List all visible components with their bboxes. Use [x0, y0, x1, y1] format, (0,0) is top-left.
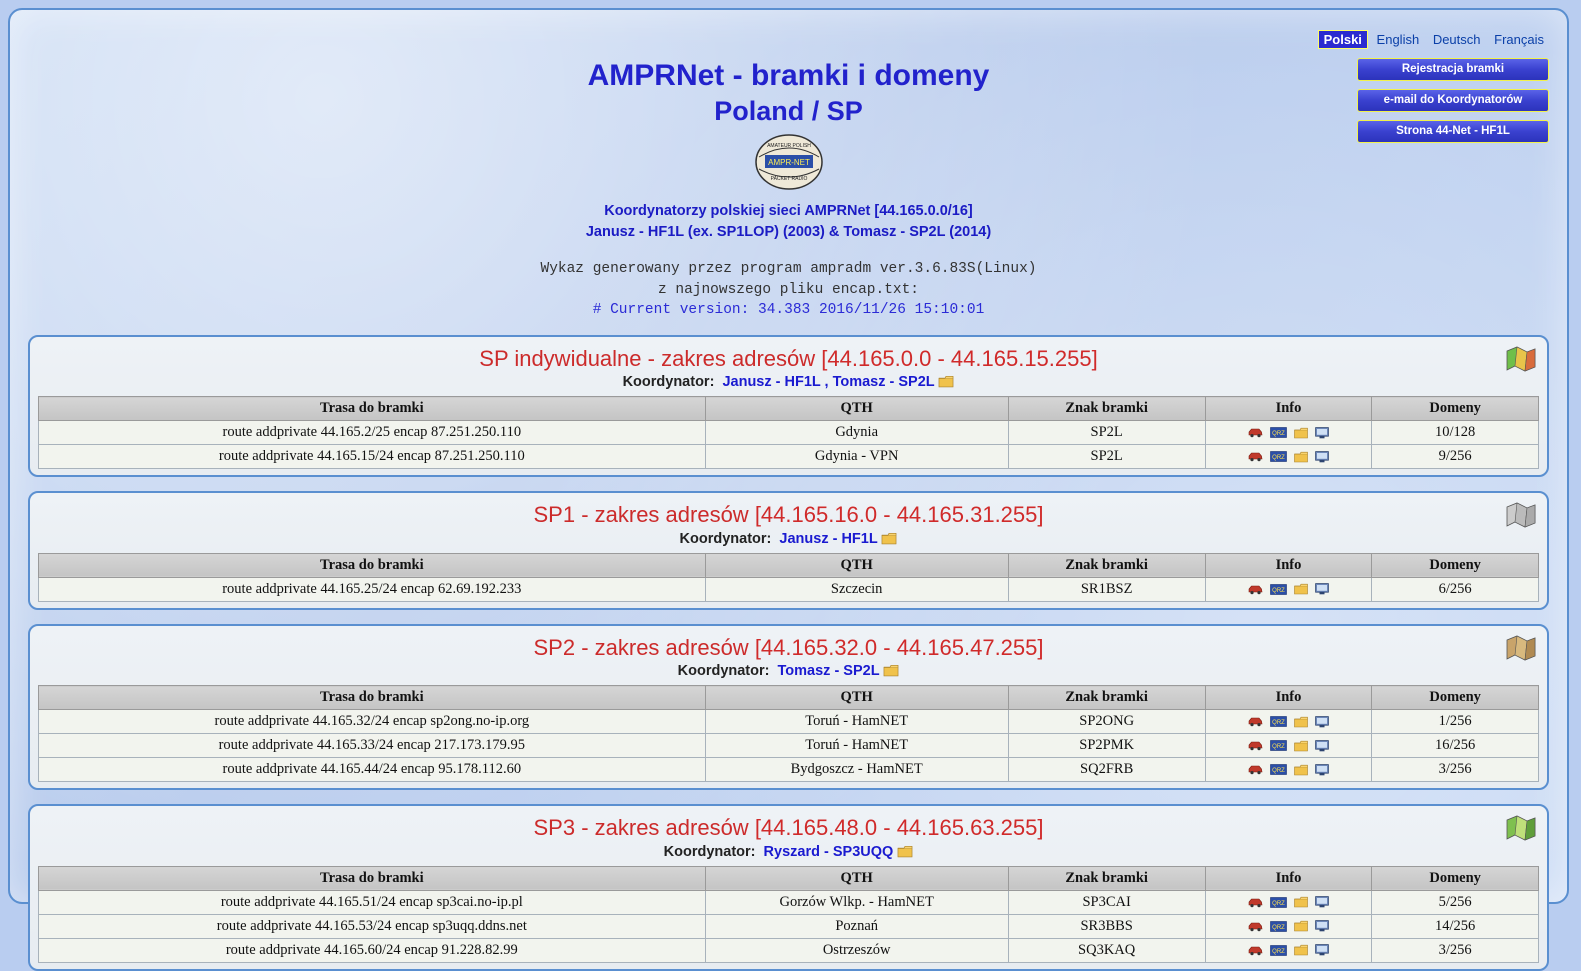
- route-cell: route addprivate 44.165.2/25 encap 87.251.250.110: [39, 421, 706, 445]
- qrz-icon[interactable]: [1270, 897, 1287, 908]
- 44net-page-button[interactable]: Strona 44-Net - HF1L: [1357, 120, 1549, 143]
- note-icon[interactable]: [1294, 451, 1308, 463]
- section-title: [38, 345, 1539, 373]
- coordinators-line-1: Koordynatorzy polskiej sieci AMPRNet [44.165.0.0/16]: [604, 202, 973, 219]
- note-icon[interactable]: [883, 663, 899, 679]
- table-row: [39, 421, 1539, 445]
- region-map-icon: [1505, 345, 1537, 373]
- info-cell: [1205, 421, 1372, 445]
- svg-text:QRZ: QRZ: [1272, 924, 1285, 931]
- section-coordinator: [38, 844, 1539, 860]
- section-panel: [28, 804, 1549, 971]
- generator-line-3: # Current version: 34.383 2016/11/26 15:10:01: [592, 302, 985, 319]
- action-buttons: [1357, 58, 1549, 151]
- header-call: Znak bramki: [1008, 553, 1205, 577]
- section-title-text: SP indywidualne - zakres adresów: [479, 345, 822, 371]
- header-call: Znak bramki: [1008, 397, 1205, 421]
- coordinator-label: Koordynator:: [663, 843, 756, 860]
- monitor-icon[interactable]: [1315, 944, 1329, 956]
- note-icon[interactable]: [897, 844, 913, 860]
- info-cell: [1205, 914, 1372, 938]
- table-header-row: [39, 686, 1539, 710]
- page-frame: [8, 8, 1569, 958]
- info-icons: [1210, 920, 1368, 932]
- section-title-text: SP3 - zakres adresów: [533, 815, 755, 841]
- svg-text:AMATEUR POLISH: AMATEUR POLISH: [766, 142, 811, 149]
- gateways-table: [38, 685, 1539, 782]
- domains-cell: 3/256: [1372, 758, 1539, 782]
- page-header: [10, 10, 1567, 321]
- table-row: [39, 577, 1539, 601]
- header-route: Trasa do bramki: [39, 686, 706, 710]
- amprnet-logo: [751, 133, 827, 191]
- qth-cell: Gdynia: [705, 421, 1008, 445]
- register-gateway-button[interactable]: Rejestracja bramki: [1357, 58, 1549, 81]
- lang-francais[interactable]: Français: [1494, 32, 1544, 47]
- section-panel: [28, 624, 1549, 791]
- note-icon[interactable]: [938, 374, 954, 390]
- domains-cell: 5/256: [1372, 890, 1539, 914]
- table-header-row: [39, 397, 1539, 421]
- qrz-icon[interactable]: [1270, 764, 1287, 775]
- info-cell: [1205, 734, 1372, 758]
- section-coordinator: [38, 374, 1539, 390]
- header-route: Trasa do bramki: [39, 553, 706, 577]
- note-icon[interactable]: [881, 531, 897, 547]
- region-map-icon: [1505, 501, 1537, 529]
- callsign-cell: SP3CAI: [1008, 890, 1205, 914]
- note-icon[interactable]: [1294, 427, 1308, 439]
- callsign-cell: SP2ONG: [1008, 710, 1205, 734]
- section-range: [44.165.16.0 - 44.165.31.255]: [754, 502, 1044, 528]
- coordinator-label: Koordynator:: [679, 530, 772, 547]
- info-cell: [1205, 577, 1372, 601]
- info-icons: [1210, 427, 1368, 439]
- monitor-icon[interactable]: [1315, 896, 1329, 908]
- gateways-table: [38, 396, 1539, 469]
- header-info: Info: [1205, 866, 1372, 890]
- callsign-cell: SP2L: [1008, 421, 1205, 445]
- section-title-text: SP1 - zakres adresów: [533, 502, 755, 528]
- language-switcher[interactable]: [1318, 32, 1549, 47]
- section-title: [38, 814, 1539, 842]
- region-map-icon: [1505, 814, 1537, 842]
- note-icon[interactable]: [1294, 920, 1308, 932]
- region-map-icon: [1505, 634, 1537, 662]
- info-icons: [1210, 896, 1368, 908]
- header-route: Trasa do bramki: [39, 866, 706, 890]
- page-subtitle: Poland / SP: [714, 95, 863, 126]
- header-domains: Domeny: [1372, 866, 1539, 890]
- monitor-icon[interactable]: [1315, 716, 1329, 728]
- coordinator-label: Koordynator:: [677, 663, 770, 680]
- section-range: [44.165.48.0 - 44.165.63.255]: [754, 815, 1044, 841]
- car-icon[interactable]: [1248, 921, 1263, 932]
- info-icons: [1210, 451, 1368, 463]
- note-icon[interactable]: [1294, 740, 1308, 752]
- monitor-icon[interactable]: [1315, 764, 1329, 776]
- monitor-icon[interactable]: [1315, 920, 1329, 932]
- car-icon[interactable]: [1248, 740, 1263, 751]
- info-icons: [1210, 944, 1368, 956]
- qrz-icon[interactable]: [1270, 716, 1287, 727]
- table-row: [39, 890, 1539, 914]
- table-body: [39, 577, 1539, 601]
- generator-line-2: z najnowszego pliku encap.txt:: [657, 281, 920, 298]
- table-row: [39, 758, 1539, 782]
- domains-cell: 14/256: [1372, 914, 1539, 938]
- qth-cell: Gdynia - VPN: [705, 445, 1008, 469]
- header-qth: QTH: [705, 866, 1008, 890]
- note-icon[interactable]: [1294, 764, 1308, 776]
- qrz-icon[interactable]: [1270, 921, 1287, 932]
- svg-text:QRZ: QRZ: [1272, 948, 1285, 955]
- header-info: Info: [1205, 553, 1372, 577]
- callsign-cell: SR1BSZ: [1008, 577, 1205, 601]
- svg-text:QRZ: QRZ: [1272, 431, 1285, 438]
- monitor-icon[interactable]: [1315, 451, 1329, 463]
- info-cell: [1205, 938, 1372, 962]
- callsign-cell: SP2PMK: [1008, 734, 1205, 758]
- table-header-row: [39, 553, 1539, 577]
- header-call: Znak bramki: [1008, 686, 1205, 710]
- qth-cell: Bydgoszcz - HamNET: [705, 758, 1008, 782]
- svg-text:QRZ: QRZ: [1272, 455, 1285, 462]
- car-icon[interactable]: [1248, 716, 1263, 727]
- domains-cell: 10/128: [1372, 421, 1539, 445]
- header-qth: QTH: [705, 686, 1008, 710]
- route-cell: route addprivate 44.165.60/24 encap 91.228.82.99: [39, 938, 706, 962]
- info-cell: [1205, 710, 1372, 734]
- qrz-icon[interactable]: [1270, 584, 1287, 595]
- svg-text:AMPR-NET: AMPR-NET: [767, 157, 810, 167]
- monitor-icon[interactable]: [1315, 583, 1329, 595]
- lang-polski[interactable]: Polski: [1318, 30, 1368, 49]
- car-icon[interactable]: [1248, 584, 1263, 595]
- svg-text:QRZ: QRZ: [1272, 900, 1285, 907]
- gateways-table: [38, 866, 1539, 963]
- info-cell: [1205, 758, 1372, 782]
- route-cell: route addprivate 44.165.25/24 encap 62.69.192.233: [39, 577, 706, 601]
- domains-cell: 9/256: [1372, 445, 1539, 469]
- section-title-text: SP2 - zakres adresów: [533, 634, 755, 660]
- coordinator-link[interactable]: Janusz - HF1L: [779, 530, 878, 547]
- info-icons: [1210, 740, 1368, 752]
- route-cell: route addprivate 44.165.15/24 encap 87.251.250.110: [39, 445, 706, 469]
- header-route: Trasa do bramki: [39, 397, 706, 421]
- generator-info: [10, 259, 1567, 321]
- generator-line-1: Wykaz generowany przez program ampradm ver.3.6.83S(Linux): [540, 261, 1037, 278]
- route-cell: route addprivate 44.165.44/24 encap 95.178.112.60: [39, 758, 706, 782]
- qrz-icon[interactable]: [1270, 427, 1287, 438]
- svg-text:QRZ: QRZ: [1272, 720, 1285, 727]
- route-cell: route addprivate 44.165.51/24 encap sp3cai.no-ip.pl: [39, 890, 706, 914]
- header-qth: QTH: [705, 553, 1008, 577]
- callsign-cell: SQ2FRB: [1008, 758, 1205, 782]
- qrz-icon[interactable]: [1270, 451, 1287, 462]
- header-call: Znak bramki: [1008, 866, 1205, 890]
- table-body: [39, 890, 1539, 962]
- car-icon[interactable]: [1248, 764, 1263, 775]
- table-row: [39, 914, 1539, 938]
- sections-container: [10, 335, 1567, 971]
- qth-cell: Toruń - HamNET: [705, 710, 1008, 734]
- svg-text:QRZ: QRZ: [1272, 587, 1285, 594]
- qth-cell: Szczecin: [705, 577, 1008, 601]
- coordinator-link[interactable]: Janusz - HF1L , Tomasz - SP2L: [722, 374, 935, 391]
- note-icon[interactable]: [1294, 896, 1308, 908]
- car-icon[interactable]: [1248, 427, 1263, 438]
- table-row: [39, 938, 1539, 962]
- coordinator-label: Koordynator:: [622, 374, 715, 391]
- section-panel: [28, 491, 1549, 610]
- info-icons: [1210, 764, 1368, 776]
- page-title: AMPRNet - bramki i domeny: [587, 59, 990, 92]
- qrz-icon[interactable]: [1270, 945, 1287, 956]
- section-panel: [28, 335, 1549, 478]
- email-coordinators-button[interactable]: e-mail do Koordynatorów: [1357, 89, 1549, 112]
- coordinator-link[interactable]: Ryszard - SP3UQQ: [763, 843, 894, 860]
- callsign-cell: SR3BBS: [1008, 914, 1205, 938]
- header-info: Info: [1205, 397, 1372, 421]
- callsign-cell: SQ3KAQ: [1008, 938, 1205, 962]
- section-coordinator: [38, 663, 1539, 679]
- monitor-icon[interactable]: [1315, 427, 1329, 439]
- qth-cell: Toruń - HamNET: [705, 734, 1008, 758]
- section-range: [44.165.32.0 - 44.165.47.255]: [754, 634, 1044, 660]
- header-domains: Domeny: [1372, 553, 1539, 577]
- section-coordinator: [38, 531, 1539, 547]
- lang-deutsch[interactable]: Deutsch: [1432, 32, 1481, 47]
- table-row: [39, 734, 1539, 758]
- header-qth: QTH: [705, 397, 1008, 421]
- table-row: [39, 445, 1539, 469]
- callsign-cell: SP2L: [1008, 445, 1205, 469]
- note-icon[interactable]: [1294, 583, 1308, 595]
- section-range: [44.165.0.0 - 44.165.15.255]: [821, 345, 1098, 371]
- gateways-table: [38, 553, 1539, 602]
- monitor-icon[interactable]: [1315, 740, 1329, 752]
- section-title: [38, 501, 1539, 529]
- domains-cell: 16/256: [1372, 734, 1539, 758]
- qth-cell: Ostrzeszów: [705, 938, 1008, 962]
- header-domains: Domeny: [1372, 686, 1539, 710]
- qth-cell: Poznań: [705, 914, 1008, 938]
- svg-text:QRZ: QRZ: [1272, 768, 1285, 775]
- header-domains: Domeny: [1372, 397, 1539, 421]
- info-icons: [1210, 583, 1368, 595]
- route-cell: route addprivate 44.165.33/24 encap 217.173.179.95: [39, 734, 706, 758]
- qrz-icon[interactable]: [1270, 740, 1287, 751]
- domains-cell: 3/256: [1372, 938, 1539, 962]
- lang-english[interactable]: English: [1376, 32, 1420, 47]
- qth-cell: Gorzów Wlkp. - HamNET: [705, 890, 1008, 914]
- svg-text:PACKET RADIO: PACKET RADIO: [770, 175, 807, 182]
- route-cell: route addprivate 44.165.53/24 encap sp3uqq.ddns.net: [39, 914, 706, 938]
- note-icon[interactable]: [1294, 716, 1308, 728]
- table-body: [39, 421, 1539, 469]
- info-icons: [1210, 716, 1368, 728]
- route-cell: route addprivate 44.165.32/24 encap sp2ong.no-ip.org: [39, 710, 706, 734]
- svg-text:QRZ: QRZ: [1272, 744, 1285, 751]
- coordinator-link[interactable]: Tomasz - SP2L: [777, 663, 880, 680]
- table-body: [39, 710, 1539, 782]
- table-row: [39, 710, 1539, 734]
- section-title: [38, 634, 1539, 662]
- info-cell: [1205, 445, 1372, 469]
- domains-cell: 1/256: [1372, 710, 1539, 734]
- domains-cell: 6/256: [1372, 577, 1539, 601]
- header-info: Info: [1205, 686, 1372, 710]
- note-icon[interactable]: [1294, 944, 1308, 956]
- car-icon[interactable]: [1248, 897, 1263, 908]
- car-icon[interactable]: [1248, 945, 1263, 956]
- coordinators-line-2: Janusz - HF1L (ex. SP1LOP) (2003) & Tomasz - SP2L (2014): [585, 224, 992, 240]
- info-cell: [1205, 890, 1372, 914]
- car-icon[interactable]: [1248, 451, 1263, 462]
- table-header-row: [39, 866, 1539, 890]
